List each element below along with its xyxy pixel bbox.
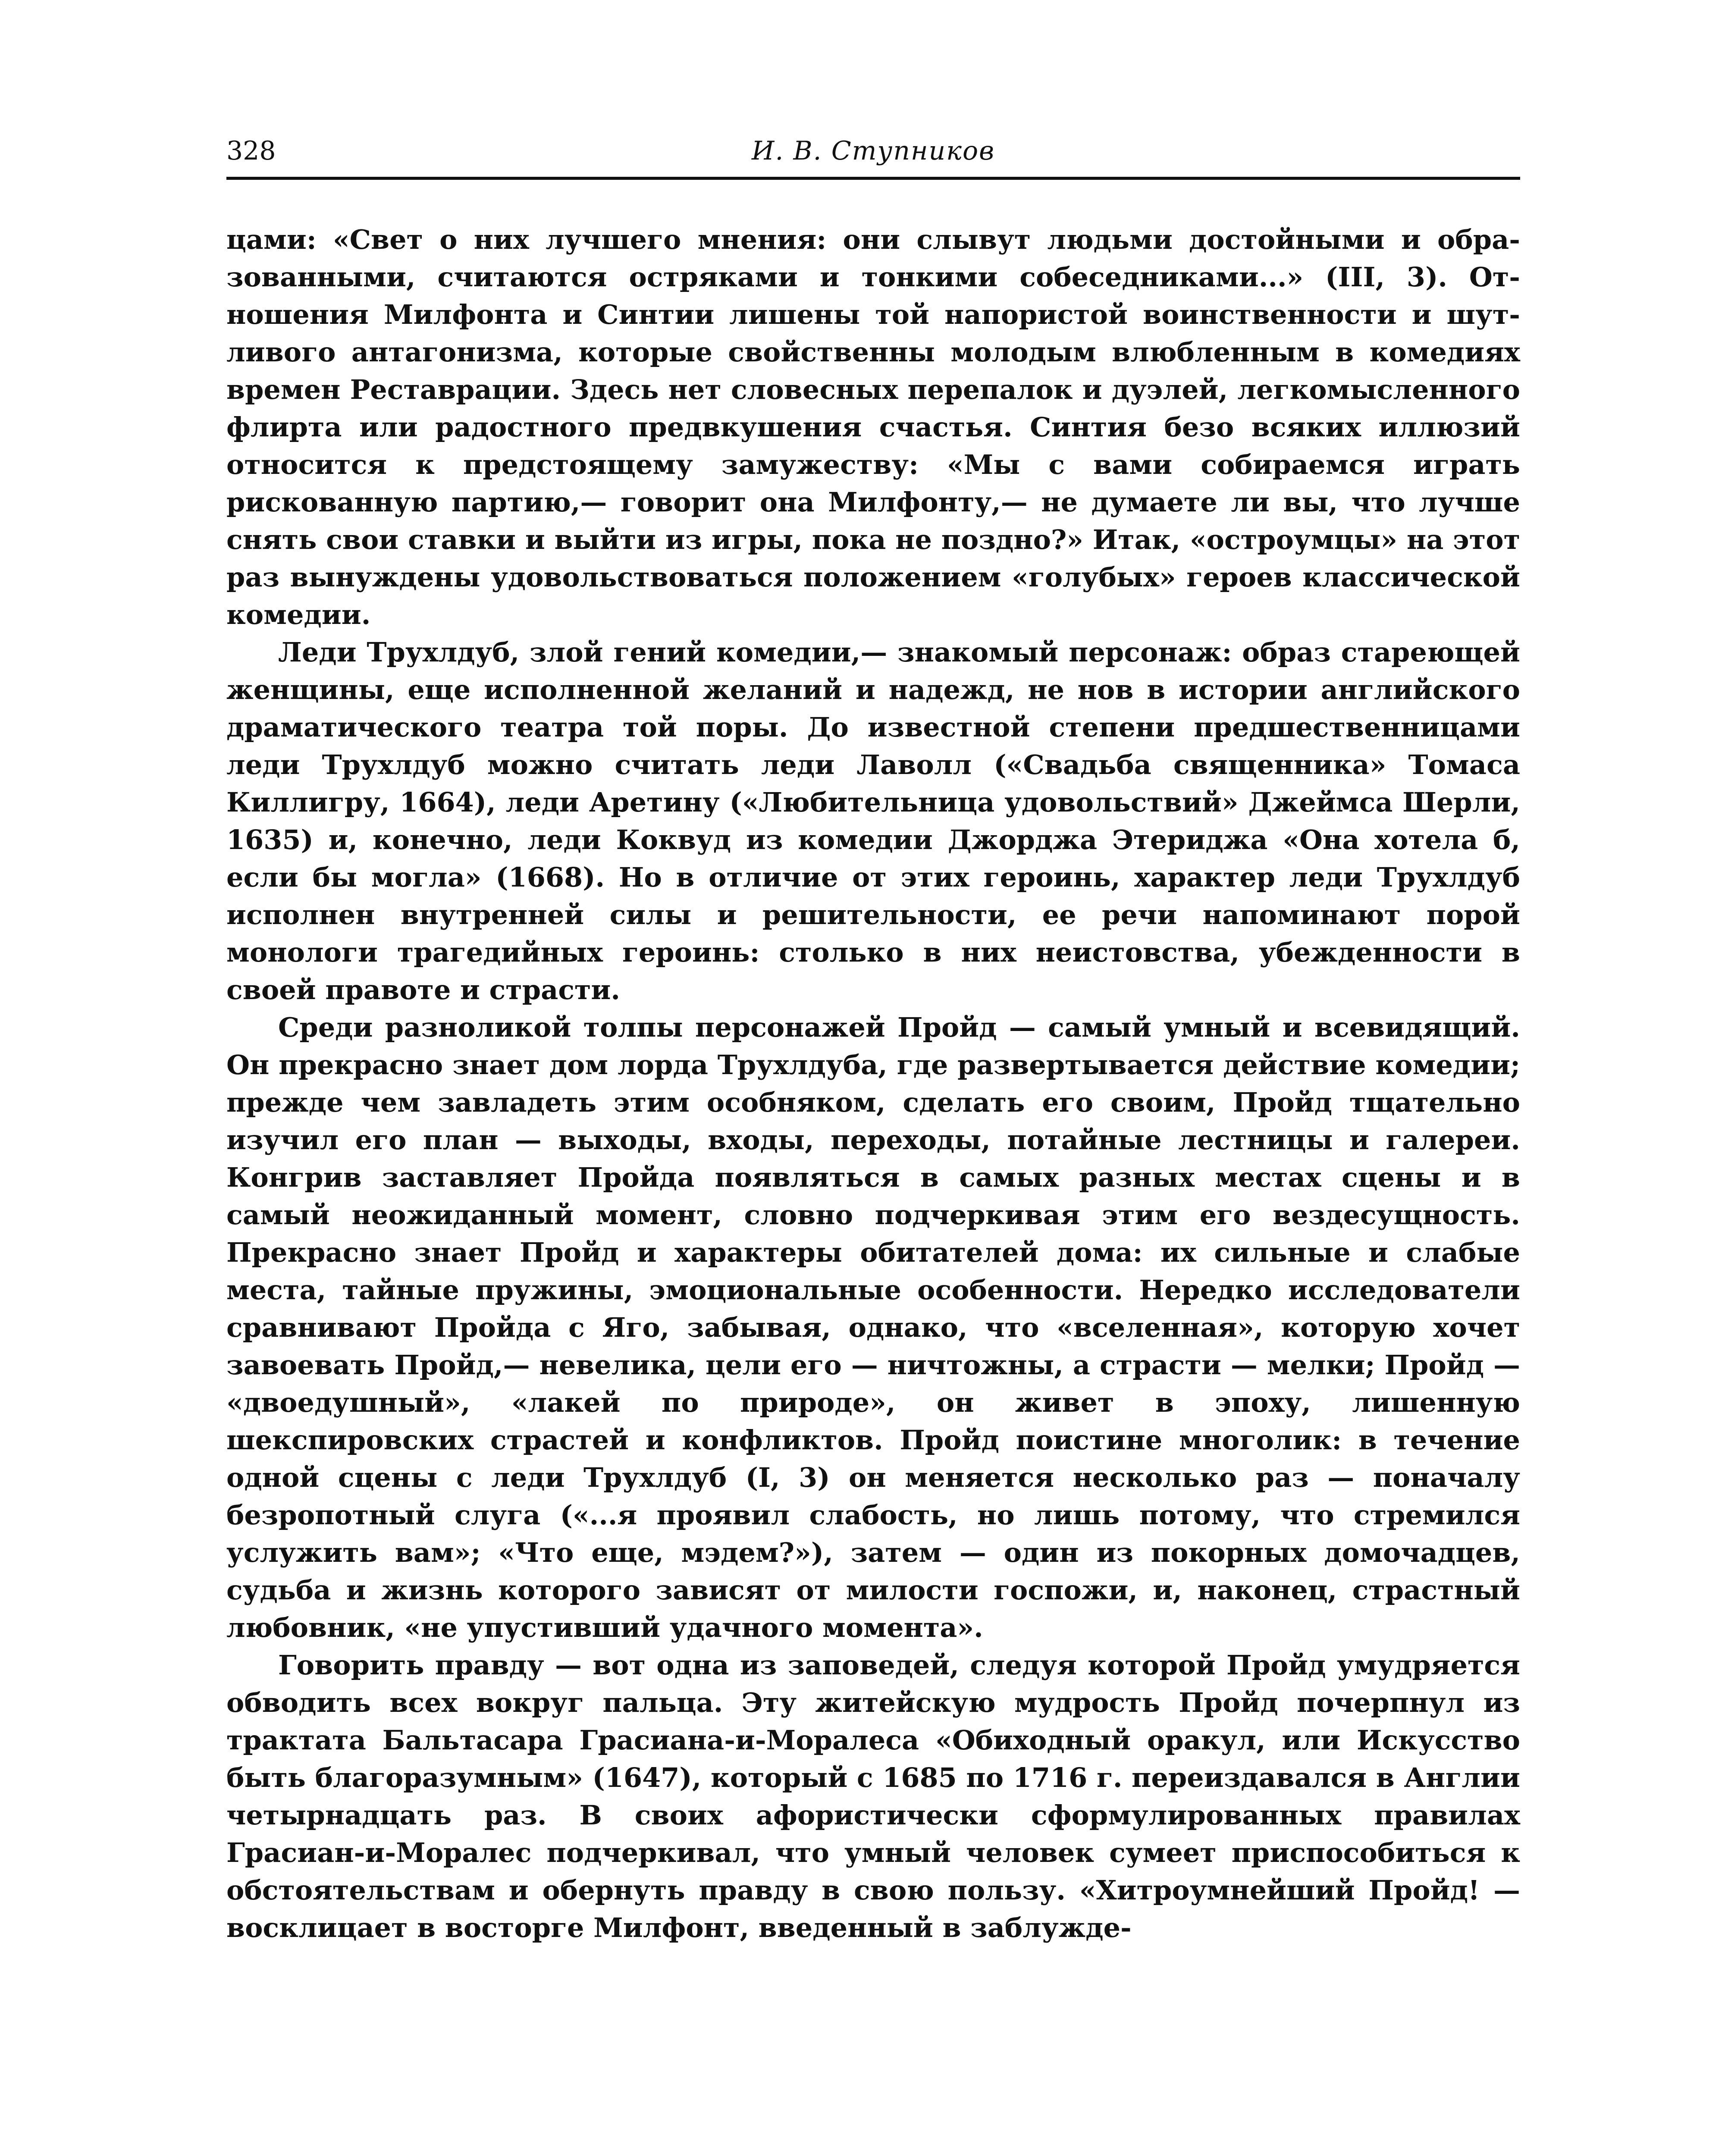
running-title: И. В. Ступников xyxy=(752,136,995,166)
book-page xyxy=(226,129,1520,2070)
page-number: 328 xyxy=(226,136,276,166)
paragraph-3: Среди разноликой толпы персонажей Пройд — самый умный и всевидящий. Он прекрасно знает дом лорда Трухлдуба, где развертывается действие комедии; прежде чем завладеть этим особняком, сделать его своим, Пройд тщательно изучил его план — выходы, входы, переходы, потайные лестницы и галереи. Конгрив заставляет Пройда появляться в самых разных местах сцены и в самый неожиданный момент, словно подчеркивая этим его вездесущность. Прекрасно знает Пройд и характеры обитателей дома: их сильные и слабые места, тайные пружины, эмоциональные особенности. Нередко исследователи сравнивают Пройда с Яго, забывая, однако, что «вселенная», которую хочет завоевать Пройд,— невелика, цели его — ничтожны, а страсти — мелки; Пройд — «двоедушный», «лакей по природе», он живет в эпоху, лишенную шекспировских страстей и конфликтов. Пройд поистине многолик: в течение одной сцены с леди Трухлдуб (I, 3) он меняется несколько раз — поначалу безропотный слуга («...я проявил слабость, но лишь потому, что стремился услужить вам»; «Что еще, мэдем?»), затем — один из покорных домочадцев, судьба и жизнь которого зависят от милости госпожи, и, наконец, страстный любовник, «не упустивший удачного момента». xyxy=(226,1012,1520,1643)
running-head xyxy=(226,129,1520,180)
body-text xyxy=(226,221,1520,1946)
paragraph-2: Леди Трухлдуб, злой гений комедии,— знакомый персонаж: образ стареющей женщины, еще исполненной желаний и надежд, не нов в истории английского драматического театра той поры. До известной степени предшественницами леди Трухлдуб можно считать леди Лаволл («Свадьба священника» Томаса Киллигру, 1664), леди Аретину («Любительница удовольствий» Джеймса Шерли, 1635) и, конечно, леди Коквуд из комедии Джорджа Этериджа «Она хотела б, если бы могла» (1668). Но в отличие от этих героинь, характер леди Трухлдуб исполнен внутренней силы и решительности, ее речи напоминают порой монологи трагедийных героинь: столько в них неистовства, убежденности в своей правоте и страсти. xyxy=(226,636,1520,1006)
paragraph-1: цами: «Свет о них лучшего мнения: они слывут людьми достойными и образованными, считаются остряками и тонкими собеседниками...» (III, 3). Отношения Милфонта и Синтии лишены той напористой воинственности и шутливого антагонизма, которые свойственны молодым влюбленным в комедиях времен Реставрации. Здесь нет словесных перепалок и дуэлей, легкомысленного флирта или радостного предвкушения счастья. Синтия безо всяких иллюзий относится к предстоящему замужеству: «Мы с вами собираемся играть рискованную партию,— говорит она Милфонту,— не думаете ли вы, что лучше снять свои ставки и выйти из игры, пока не поздно?» Итак, «остроумцы» на этот раз вынуждены удовольствоваться положением «голубых» героев классической комедии. xyxy=(226,224,1520,630)
paragraph-4: Говорить правду — вот одна из заповедей, следуя которой Пройд умудряется обводить всех вокруг пальца. Эту житейскую мудрость Пройд почерпнул из трактата Бальтасара Грасиана-и-Моралеса «Обиходный оракул, или Искусство быть благоразумным» (1647), который с 1685 по 1716 г. переиздавался в Англии четырнадцать раз. В своих афористически сформулированных правилах Грасиан-и-Моралес подчеркивал, что умный человек сумеет приспособиться к обстоятельствам и обернуть правду в свою пользу. «Хитроумнейший Пройд! — восклицает в восторге Милфонт, введенный в заблужде- xyxy=(226,1649,1521,1943)
